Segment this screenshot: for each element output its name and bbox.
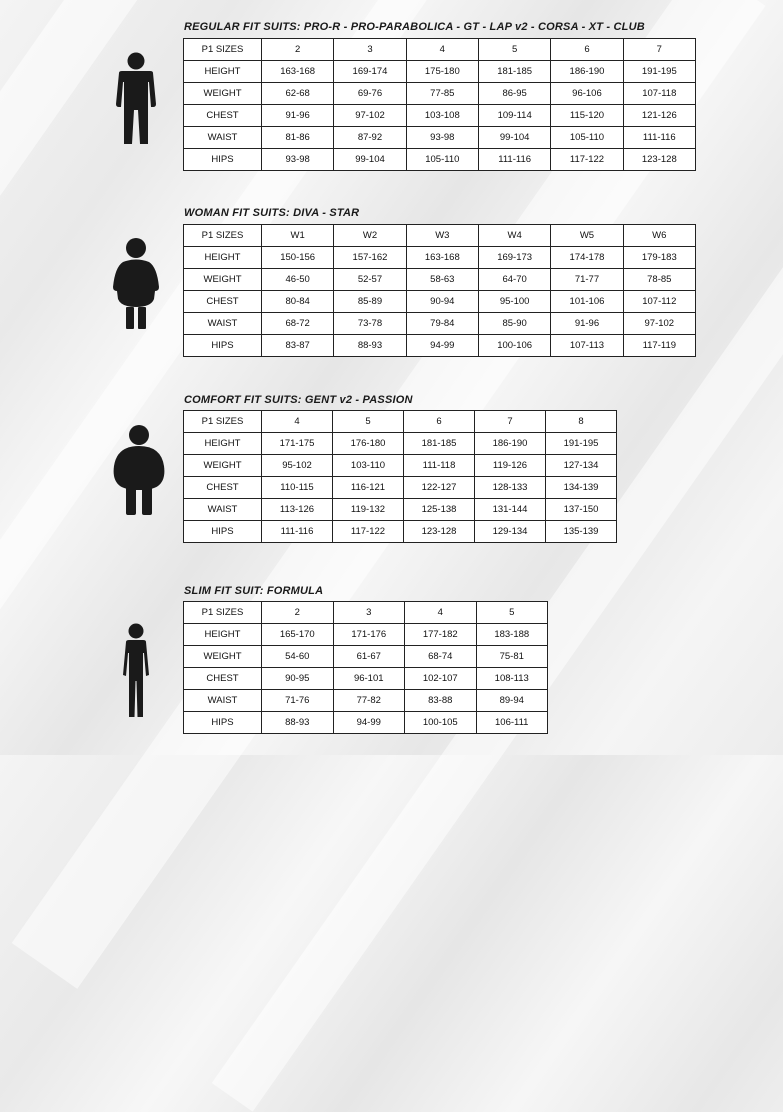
size-cell: 85-89	[334, 291, 406, 313]
table-header-row	[184, 602, 548, 624]
size-cell: 64-70	[478, 269, 550, 291]
table-row	[184, 313, 696, 335]
row-label-cell: CHEST	[184, 105, 262, 127]
row-label-cell: HEIGHT	[184, 433, 262, 455]
size-cell: 117-122	[551, 149, 623, 171]
size-cell: 117-122	[333, 521, 404, 543]
size-cell: 176-180	[333, 433, 404, 455]
size-cell: 181-185	[404, 433, 475, 455]
size-cell: 116-121	[333, 477, 404, 499]
table-row	[184, 105, 696, 127]
table-row	[184, 521, 617, 543]
woman-body-icon	[111, 237, 161, 330]
size-cell: 119-126	[475, 455, 546, 477]
row-label-cell: HEIGHT	[184, 624, 262, 646]
size-cell: 95-100	[478, 291, 550, 313]
header-cell: W1	[262, 225, 334, 247]
row-label-cell: CHEST	[184, 668, 262, 690]
table-row	[184, 83, 696, 105]
size-cell: 110-115	[262, 477, 333, 499]
table-row	[184, 712, 548, 734]
header-cell: 3	[333, 602, 405, 624]
size-cell: 122-127	[404, 477, 475, 499]
size-cell: 123-128	[623, 149, 695, 171]
size-cell: 93-98	[262, 149, 334, 171]
header-cell: 5	[478, 39, 550, 61]
row-label-cell: CHEST	[184, 477, 262, 499]
size-cell: 135-139	[546, 521, 617, 543]
header-cell: 7	[623, 39, 695, 61]
size-cell: 131-144	[475, 499, 546, 521]
header-cell: 4	[262, 411, 333, 433]
size-cell: 101-106	[551, 291, 623, 313]
size-cell: 174-178	[551, 247, 623, 269]
size-cell: 71-76	[262, 690, 334, 712]
size-cell: 97-102	[334, 105, 406, 127]
size-cell: 68-74	[405, 646, 477, 668]
size-cell: 113-126	[262, 499, 333, 521]
size-cell: 183-188	[476, 624, 548, 646]
size-cell: 61-67	[333, 646, 405, 668]
row-label-cell: WAIST	[184, 499, 262, 521]
size-cell: 150-156	[262, 247, 334, 269]
header-cell: P1 SIZES	[184, 411, 262, 433]
header-cell: 6	[551, 39, 623, 61]
slim-body-icon	[121, 623, 151, 718]
size-cell: 52-57	[334, 269, 406, 291]
header-cell: 4	[405, 602, 477, 624]
header-cell: P1 SIZES	[184, 39, 262, 61]
header-cell: 8	[546, 411, 617, 433]
slim-size-table	[183, 601, 548, 734]
size-cell: 108-113	[476, 668, 548, 690]
row-label-cell: WEIGHT	[184, 269, 262, 291]
size-cell: 88-93	[262, 712, 334, 734]
size-cell: 91-96	[551, 313, 623, 335]
woman-fit-title: WOMAN FIT SUITS: DIVA - STAR	[184, 207, 360, 219]
header-cell: 3	[334, 39, 406, 61]
table-row	[184, 149, 696, 171]
size-cell: 97-102	[623, 313, 695, 335]
size-cell: 171-175	[262, 433, 333, 455]
woman-size-table	[183, 224, 696, 357]
size-cell: 71-77	[551, 269, 623, 291]
size-cell: 46-50	[262, 269, 334, 291]
size-cell: 83-88	[405, 690, 477, 712]
size-cell: 75-81	[476, 646, 548, 668]
size-cell: 73-78	[334, 313, 406, 335]
size-cell: 111-118	[404, 455, 475, 477]
size-cell: 119-132	[333, 499, 404, 521]
size-cell: 105-110	[551, 127, 623, 149]
header-cell: 5	[333, 411, 404, 433]
regular-fit-title: REGULAR FIT SUITS: PRO-R - PRO-PARABOLICA - GT - LAP v2 - CORSA - XT - CLUB	[184, 21, 645, 33]
size-cell: 157-162	[334, 247, 406, 269]
header-cell: P1 SIZES	[184, 602, 262, 624]
table-row	[184, 690, 548, 712]
size-cell: 134-139	[546, 477, 617, 499]
size-cell: 179-183	[623, 247, 695, 269]
table-row	[184, 335, 696, 357]
size-cell: 58-63	[406, 269, 478, 291]
size-cell: 105-110	[406, 149, 478, 171]
header-cell: 7	[475, 411, 546, 433]
size-cell: 86-95	[478, 83, 550, 105]
comfort-body-icon	[112, 424, 166, 516]
table-row	[184, 668, 548, 690]
header-cell: W6	[623, 225, 695, 247]
table-row	[184, 646, 548, 668]
table-row	[184, 291, 696, 313]
size-cell: 102-107	[405, 668, 477, 690]
size-cell: 68-72	[262, 313, 334, 335]
regular-body-icon	[113, 52, 159, 146]
size-cell: 123-128	[404, 521, 475, 543]
size-cell: 54-60	[262, 646, 334, 668]
size-cell: 99-104	[478, 127, 550, 149]
row-label-cell: HIPS	[184, 521, 262, 543]
table-row	[184, 499, 617, 521]
size-cell: 109-114	[478, 105, 550, 127]
header-cell: 5	[476, 602, 548, 624]
size-cell: 89-94	[476, 690, 548, 712]
size-cell: 94-99	[333, 712, 405, 734]
size-cell: 107-113	[551, 335, 623, 357]
size-cell: 106-111	[476, 712, 548, 734]
header-cell: W2	[334, 225, 406, 247]
header-cell: 4	[406, 39, 478, 61]
size-cell: 87-92	[334, 127, 406, 149]
size-cell: 77-85	[406, 83, 478, 105]
size-cell: 129-134	[475, 521, 546, 543]
size-cell: 83-87	[262, 335, 334, 357]
table-row	[184, 269, 696, 291]
row-label-cell: HIPS	[184, 712, 262, 734]
row-label-cell: HIPS	[184, 149, 262, 171]
size-cell: 191-195	[623, 61, 695, 83]
size-cell: 81-86	[262, 127, 334, 149]
row-label-cell: WEIGHT	[184, 83, 262, 105]
size-cell: 163-168	[262, 61, 334, 83]
row-label-cell: WEIGHT	[184, 646, 262, 668]
size-cell: 111-116	[623, 127, 695, 149]
row-label-cell: WEIGHT	[184, 455, 262, 477]
size-cell: 169-174	[334, 61, 406, 83]
table-header-row	[184, 411, 617, 433]
size-cell: 107-112	[623, 291, 695, 313]
header-cell: 2	[262, 602, 334, 624]
size-cell: 93-98	[406, 127, 478, 149]
header-cell: W4	[478, 225, 550, 247]
size-cell: 85-90	[478, 313, 550, 335]
size-cell: 95-102	[262, 455, 333, 477]
comfort-size-table	[183, 410, 617, 543]
size-cell: 186-190	[475, 433, 546, 455]
size-cell: 186-190	[551, 61, 623, 83]
size-cell: 79-84	[406, 313, 478, 335]
size-cell: 137-150	[546, 499, 617, 521]
size-cell: 103-108	[406, 105, 478, 127]
size-cell: 96-101	[333, 668, 405, 690]
size-cell: 165-170	[262, 624, 334, 646]
header-cell: W5	[551, 225, 623, 247]
size-cell: 100-106	[478, 335, 550, 357]
header-cell: 6	[404, 411, 475, 433]
row-label-cell: HEIGHT	[184, 247, 262, 269]
row-label-cell: WAIST	[184, 313, 262, 335]
size-cell: 77-82	[333, 690, 405, 712]
table-header-row	[184, 39, 696, 61]
size-cell: 94-99	[406, 335, 478, 357]
size-cell: 128-133	[475, 477, 546, 499]
regular-size-table	[183, 38, 696, 171]
size-cell: 175-180	[406, 61, 478, 83]
table-row	[184, 247, 696, 269]
row-label-cell: WAIST	[184, 690, 262, 712]
size-cell: 96-106	[551, 83, 623, 105]
size-cell: 111-116	[262, 521, 333, 543]
row-label-cell: HEIGHT	[184, 61, 262, 83]
size-cell: 191-195	[546, 433, 617, 455]
table-row	[184, 127, 696, 149]
row-label-cell: WAIST	[184, 127, 262, 149]
size-cell: 90-94	[406, 291, 478, 313]
size-cell: 107-118	[623, 83, 695, 105]
size-cell: 121-126	[623, 105, 695, 127]
size-cell: 115-120	[551, 105, 623, 127]
row-label-cell: HIPS	[184, 335, 262, 357]
row-label-cell: CHEST	[184, 291, 262, 313]
table-row	[184, 433, 617, 455]
size-cell: 181-185	[478, 61, 550, 83]
size-cell: 163-168	[406, 247, 478, 269]
table-row	[184, 61, 696, 83]
size-cell: 69-76	[334, 83, 406, 105]
table-row	[184, 477, 617, 499]
size-cell: 177-182	[405, 624, 477, 646]
table-row	[184, 455, 617, 477]
size-cell: 125-138	[404, 499, 475, 521]
size-cell: 91-96	[262, 105, 334, 127]
table-header-row	[184, 225, 696, 247]
size-cell: 100-105	[405, 712, 477, 734]
table-row	[184, 624, 548, 646]
size-cell: 62-68	[262, 83, 334, 105]
size-cell: 90-95	[262, 668, 334, 690]
slim-fit-title: SLIM FIT SUIT: FORMULA	[184, 585, 324, 597]
header-cell: 2	[262, 39, 334, 61]
size-cell: 127-134	[546, 455, 617, 477]
size-cell: 169-173	[478, 247, 550, 269]
size-cell: 80-84	[262, 291, 334, 313]
size-cell: 78-85	[623, 269, 695, 291]
comfort-fit-title: COMFORT FIT SUITS: GENT v2 - PASSION	[184, 394, 413, 406]
header-cell: W3	[406, 225, 478, 247]
size-cell: 99-104	[334, 149, 406, 171]
size-cell: 88-93	[334, 335, 406, 357]
size-cell: 103-110	[333, 455, 404, 477]
size-cell: 171-176	[333, 624, 405, 646]
header-cell: P1 SIZES	[184, 225, 262, 247]
size-cell: 111-116	[478, 149, 550, 171]
size-cell: 117-119	[623, 335, 695, 357]
